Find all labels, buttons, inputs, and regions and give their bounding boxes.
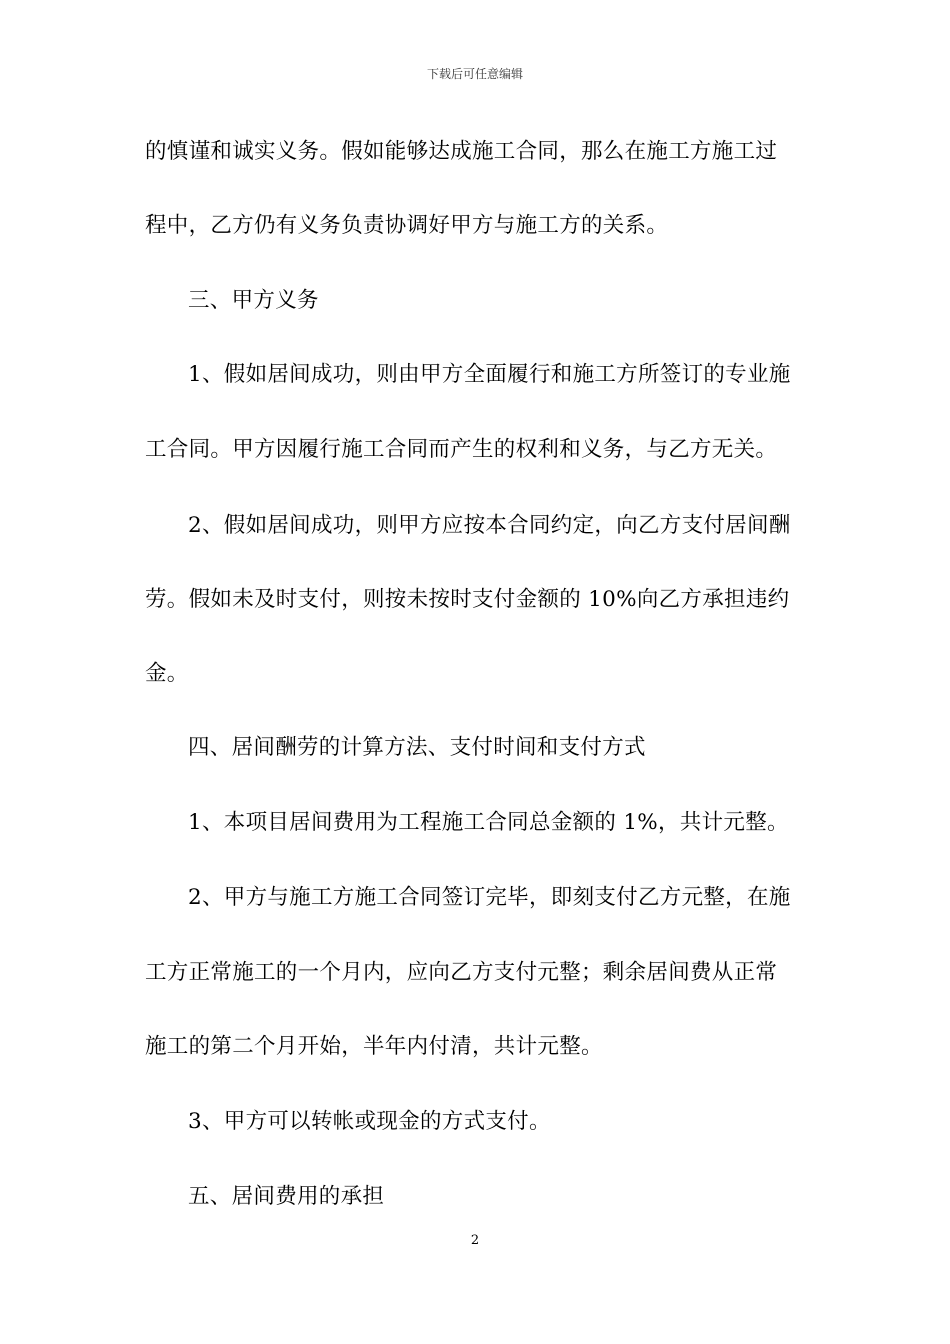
- section-heading: 五、居间费用的承担: [188, 1184, 385, 1209]
- section-heading: 四、居间酬劳的计算方法、支付时间和支付方式: [188, 735, 646, 760]
- body-line: 程中，乙方仍有义务负责协调好甲方与施工方的关系。: [145, 213, 669, 238]
- header-note: 下载后可任意编辑: [426, 67, 523, 81]
- section-heading: 三、甲方义务: [188, 288, 319, 313]
- body-line: 金。: [145, 661, 189, 686]
- body-line: 施工的第二个月开始，半年内付清，共计元整。: [145, 1034, 603, 1059]
- page-number: 2: [470, 1233, 480, 1248]
- body-line: 工合同。甲方因履行施工合同而产生的权利和义务，与乙方无关。: [145, 437, 778, 462]
- body-line: 2、甲方与施工方施工合同签订完毕，即刻支付乙方元整，在施: [188, 885, 791, 910]
- body-line: 3、甲方可以转帐或现金的方式支付。: [188, 1109, 551, 1134]
- body-line: 工方正常施工的一个月内，应向乙方支付元整；剩余居间费从正常: [145, 960, 778, 985]
- body-line: 2、假如居间成功，则甲方应按本合同约定，向乙方支付居间酬: [188, 513, 791, 538]
- body-line: 1、假如居间成功，则由甲方全面履行和施工方所签订的专业施: [188, 362, 791, 387]
- body-line: 劳。假如未及时支付，则按未按时支付金额的 10%向乙方承担违约: [145, 587, 790, 612]
- body-line: 1、本项目居间费用为工程施工合同总金额的 1%，共计元整。: [188, 810, 789, 835]
- body-line: 的慎谨和诚实义务。假如能够达成施工合同，那么在施工方施工过: [145, 139, 778, 164]
